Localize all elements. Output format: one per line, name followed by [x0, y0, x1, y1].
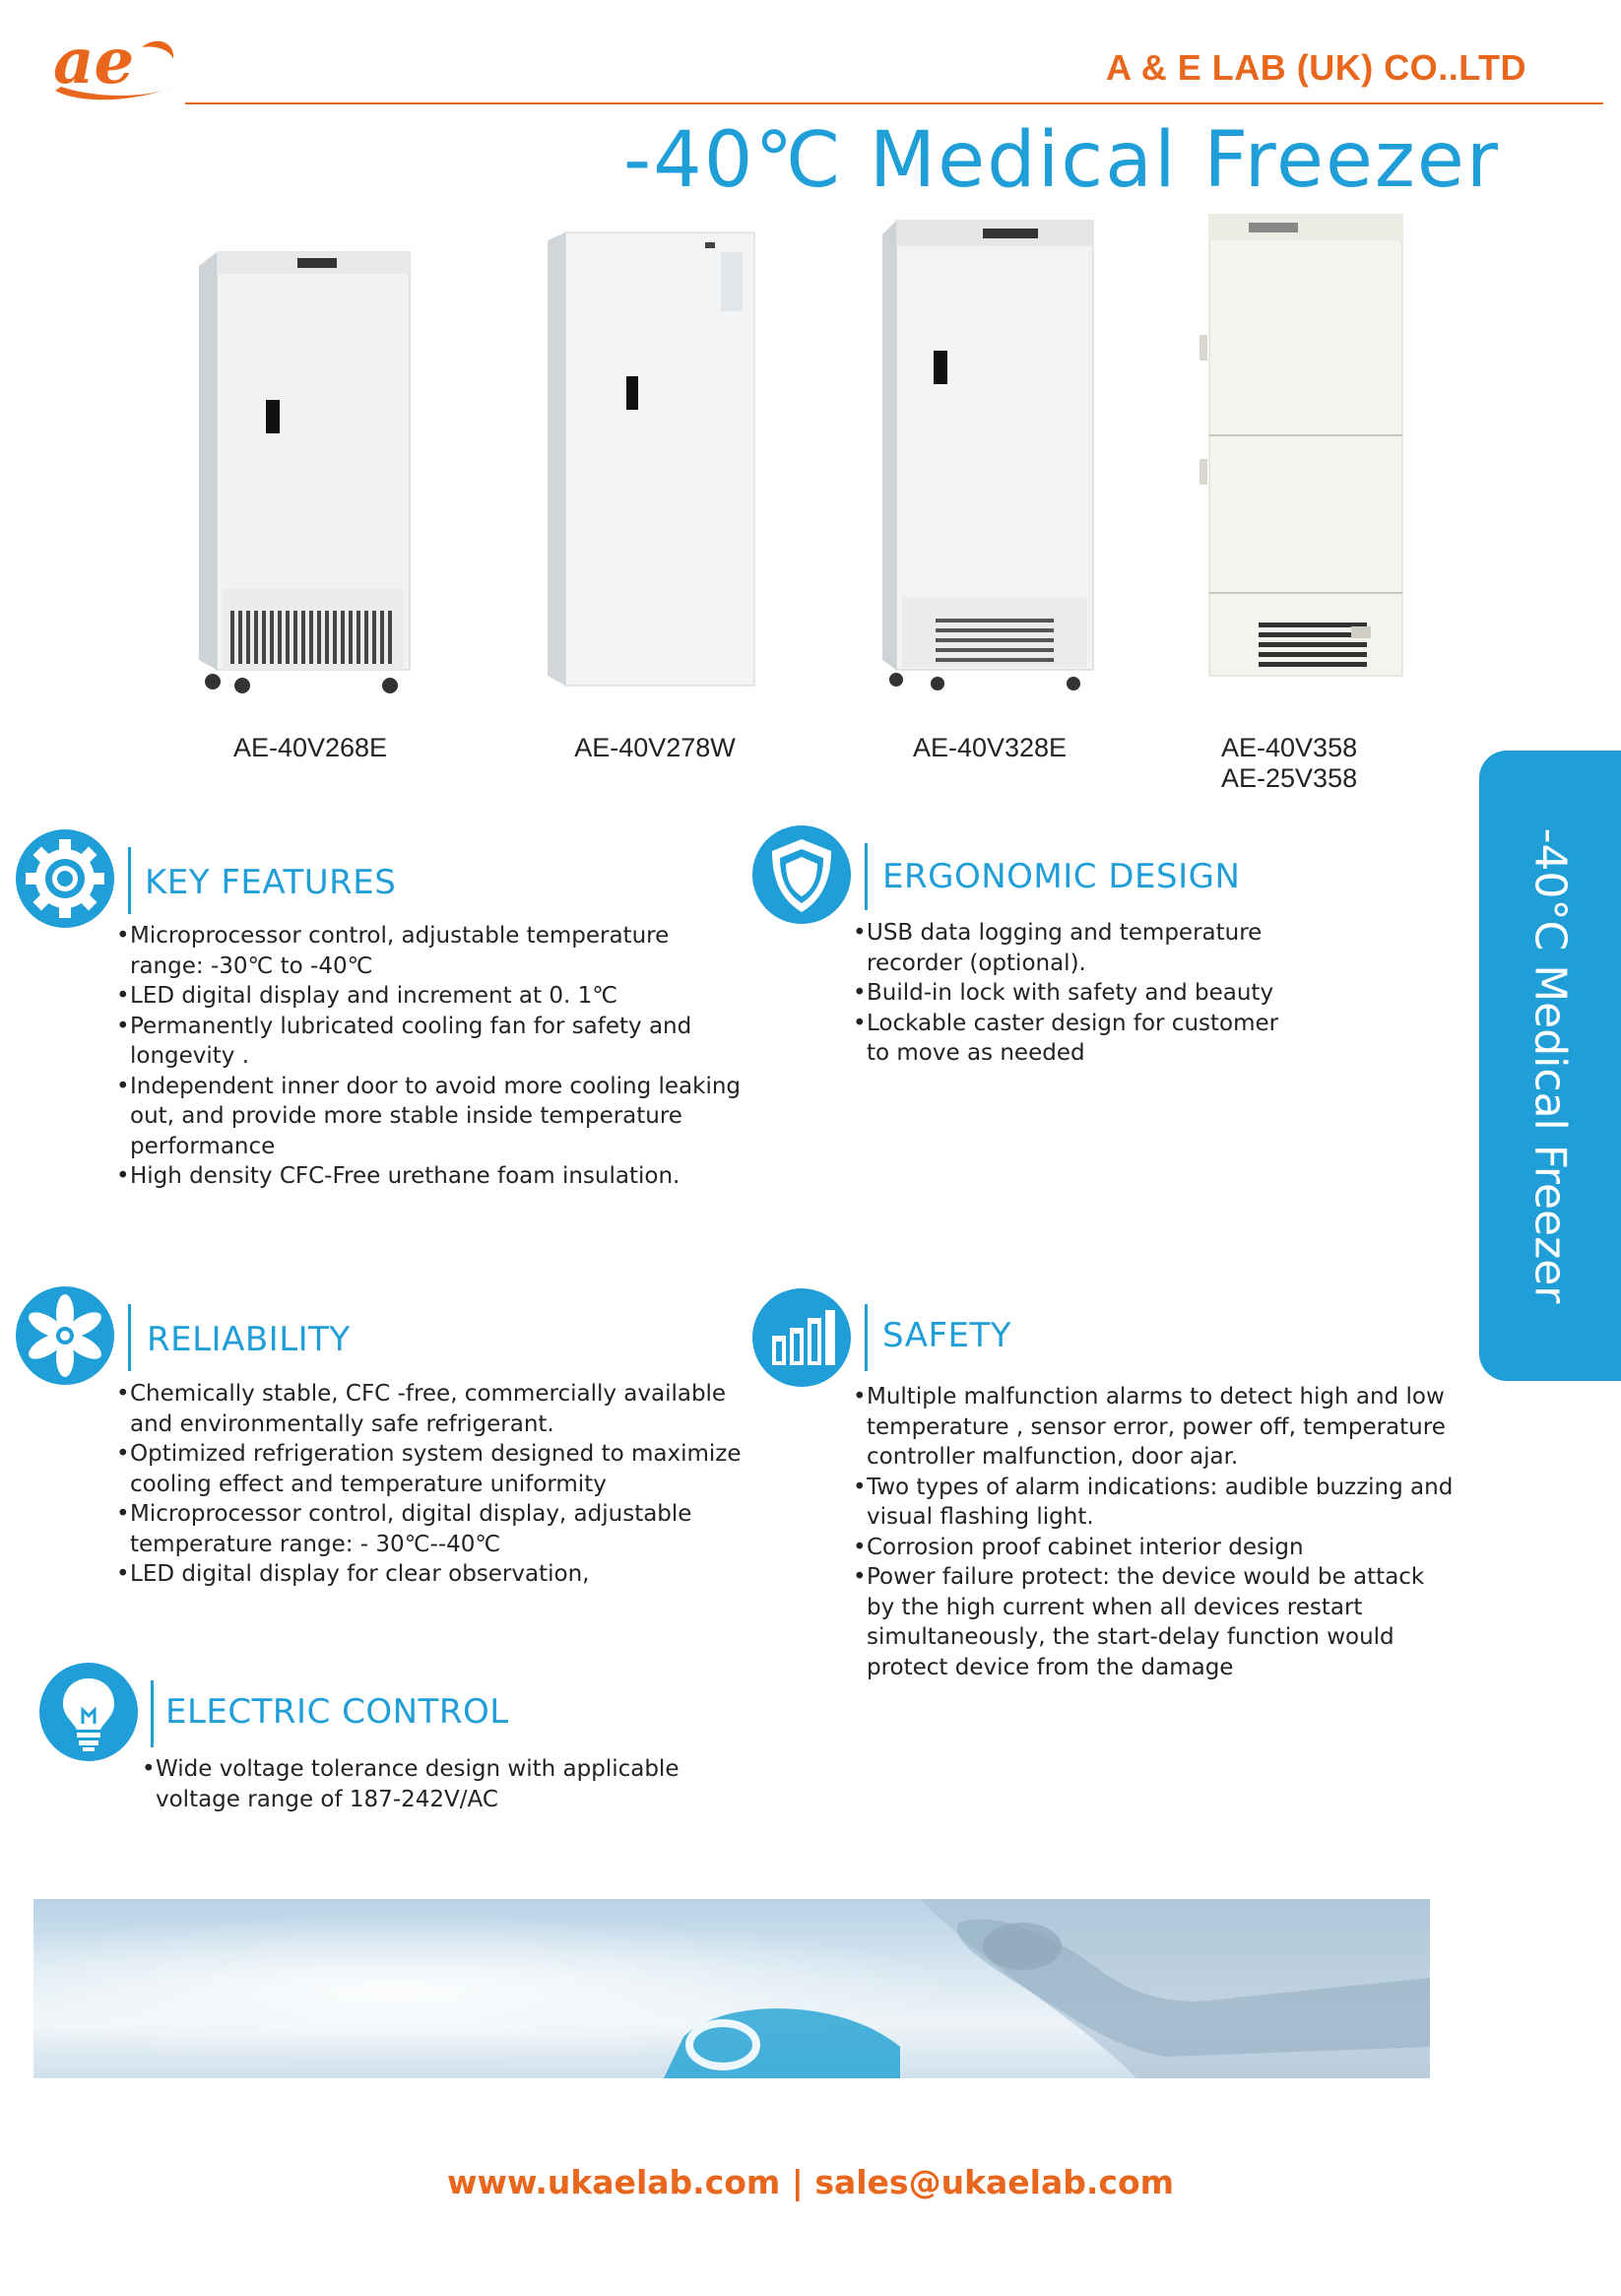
list-item: • Microprocessor control, digital display, adjustable temperature range: - 30℃--40℃: [116, 1499, 746, 1559]
product-4: [1194, 207, 1440, 798]
list-item: • LED digital display for clear observation,: [116, 1559, 746, 1590]
side-tab: [1479, 751, 1621, 1381]
key-features-list: [116, 921, 746, 1192]
list-item: • Power failure protect: the device would be attack by the high current when all devices restart simultaneously, the start-delay function would protect device from the damage: [853, 1562, 1454, 1682]
product-model-label: [1221, 733, 1467, 794]
product-2: [532, 207, 778, 798]
list-item: • Microprocessor control, adjustable temperature range: -30℃ to -40℃: [116, 921, 746, 981]
list-item: • Build-in lock with safety and beauty: [853, 978, 1286, 1009]
product-model-label: AE-40V278W: [574, 733, 736, 762]
header-divider: [185, 102, 1603, 104]
product-3: [867, 207, 1113, 798]
list-item: • High density CFC-Free urethane foam insulation.: [116, 1161, 746, 1192]
reliability-list: [116, 1379, 746, 1590]
company-name: A & E LAB (UK) CO..LTD: [1106, 47, 1526, 88]
section-title-reliability: RELIABILITY: [147, 1320, 351, 1359]
svg-text:ae: ae: [53, 26, 135, 98]
shield-icon: [752, 825, 851, 924]
footer-contact: www.ukaelab.com | sales@ukaelab.com: [446, 2163, 1175, 2201]
lightbulb-icon: [39, 1663, 138, 1761]
list-item: • Multiple malfunction alarms to detect high and low temperature , sensor error, power off, temperature controller malfunction, door ajar.: [853, 1382, 1454, 1473]
list-item: • Chemically stable, CFC -free, commercially available and environmentally safe refrigerant.: [116, 1379, 746, 1439]
freezer-image: [867, 207, 1113, 699]
page-title: -40℃ Medical Freezer: [623, 116, 1500, 205]
product-model-line-1: AE-40V358: [1221, 733, 1358, 762]
section-title-safety: SAFETY: [882, 1316, 1012, 1355]
section-title-key-features: KEY FEATURES: [145, 863, 397, 902]
company-logo: [47, 26, 181, 106]
section-divider: [128, 1304, 131, 1371]
product-model-line-2: AE-25V358: [1221, 763, 1358, 793]
product-model-label: AE-40V268E: [232, 733, 388, 762]
list-item: • Two types of alarm indications: audible buzzing and visual flashing light.: [853, 1473, 1454, 1533]
side-tab-label: -40°C Medical Freezer: [1524, 827, 1576, 1304]
list-item: • Lockable caster design for customer to move as needed: [853, 1009, 1286, 1069]
section-divider: [151, 1680, 154, 1747]
list-item: • USB data logging and temperature recorder (optional).: [853, 918, 1286, 978]
safety-list: [853, 1382, 1454, 1682]
fan-icon: [16, 1286, 114, 1385]
list-item: • Permanently lubricated cooling fan for safety and longevity .: [116, 1012, 746, 1072]
list-item: • Optimized refrigeration system designed to maximize cooling effect and temperature uniformity: [116, 1439, 746, 1499]
product-1: [187, 207, 433, 798]
list-item: • Independent inner door to avoid more cooling leaking out, and provide more stable inside temperature performance: [116, 1072, 746, 1162]
ergonomic-design-list: [853, 918, 1286, 1069]
section-divider: [865, 1304, 868, 1371]
bar-chart-icon: [752, 1288, 851, 1387]
section-title-ergonomic-design: ERGONOMIC DESIGN: [882, 857, 1241, 896]
electric-control-list: [142, 1754, 733, 1814]
freezer-image: [187, 207, 433, 699]
product-model-label: AE-40V328E: [912, 733, 1068, 762]
list-item: • Corrosion proof cabinet interior design: [853, 1533, 1454, 1563]
gear-icon: [16, 829, 114, 928]
freezer-image: [532, 207, 778, 699]
list-item: • LED digital display and increment at 0. 1℃: [116, 981, 746, 1012]
list-item: • Wide voltage tolerance design with applicable voltage range of 187-242V/AC: [142, 1754, 733, 1814]
lab-banner-image: [33, 1899, 1430, 2078]
freezer-image: [1194, 207, 1440, 699]
section-divider: [865, 843, 868, 910]
section-divider: [128, 847, 131, 914]
section-title-electric-control: ELECTRIC CONTROL: [165, 1692, 509, 1732]
